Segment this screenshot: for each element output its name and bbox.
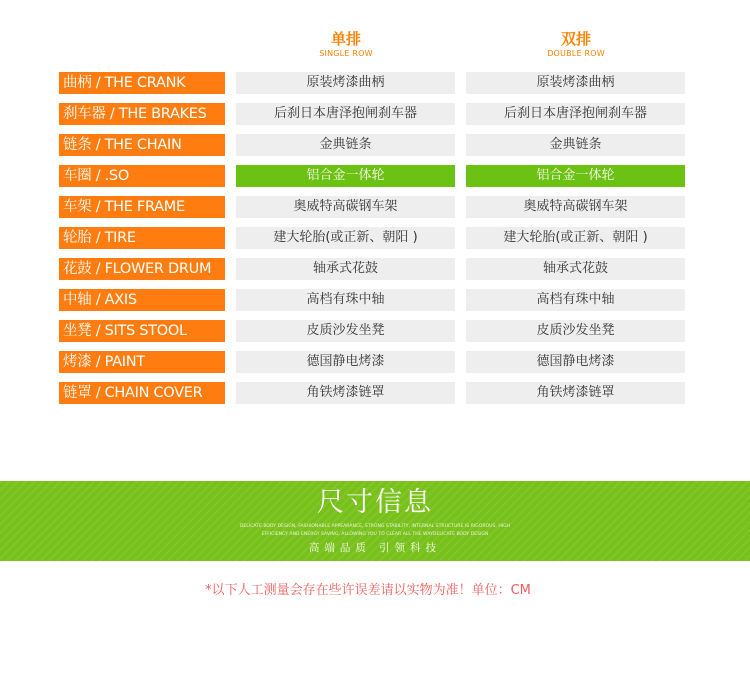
spec-label: 链罩 / CHAIN COVER xyxy=(59,382,225,404)
spec-value-single: 后刹日本唐泽抱闸刹车器 xyxy=(236,103,455,125)
column-header-double-en: DOUBLE ROW xyxy=(547,49,605,58)
banner-title: 尺寸信息 xyxy=(317,487,433,518)
spec-value-single-highlight: 铝合金一体轮 xyxy=(236,165,455,187)
spec-value-double: 角铁烤漆链罩 xyxy=(466,382,685,404)
banner-subtitle-line2: EFFICIENCY AND ENERGY SAVING, ALLOWING YOU TO CLEAR ALL THE WAYDELICATE BODY DESIGN xyxy=(261,532,489,537)
column-header-single-zh: 单排 xyxy=(330,30,361,48)
spec-value-single: 德国静电烤漆 xyxy=(236,351,455,373)
column-header-single-en: SINGLE ROW xyxy=(319,49,373,58)
spec-value-double: 原装烤漆曲柄 xyxy=(466,72,685,94)
banner-tagline: 高端品质 引领科技 xyxy=(308,542,442,554)
spec-value-double: 建大轮胎(或正新、朝阳 ) xyxy=(466,227,685,249)
spec-row-hub xyxy=(0,258,750,280)
banner-subtitle-line1: DELICATE BODY DESIGN, FASHIONABLE APPEARANCE, STRONG STABILITY, INTERNAL STRUCTURE IS RIGOROUS, HIGH xyxy=(239,524,511,529)
spec-value-double: 轴承式花鼓 xyxy=(466,258,685,280)
spec-label: 烤漆 / PAINT xyxy=(59,351,225,373)
spec-value-double: 奥威特高碳钢车架 xyxy=(466,196,685,218)
spec-row-paint xyxy=(0,351,750,373)
size-info-banner xyxy=(0,481,750,561)
spec-value-double: 德国静电烤漆 xyxy=(466,351,685,373)
column-header-double xyxy=(466,30,686,60)
spec-row-rim xyxy=(0,165,750,187)
spec-value-double-highlight: 铝合金一体轮 xyxy=(466,165,685,187)
spec-value-single: 角铁烤漆链罩 xyxy=(236,382,455,404)
spec-label: 曲柄 / THE CRANK xyxy=(59,72,225,94)
column-header-single xyxy=(236,30,456,60)
spec-label: 车圈 / .SO xyxy=(59,165,225,187)
spec-value-double: 皮质沙发坐凳 xyxy=(466,320,685,342)
spec-row-seat xyxy=(0,320,750,342)
spec-row-frame xyxy=(0,196,750,218)
spec-value-double: 后刹日本唐泽抱闸刹车器 xyxy=(466,103,685,125)
spec-row-chain-cover xyxy=(0,382,750,404)
spec-label: 链条 / THE CHAIN xyxy=(59,134,225,156)
spec-value-single: 奥威特高碳钢车架 xyxy=(236,196,455,218)
spec-label: 刹车器 / THE BRAKES xyxy=(59,103,225,125)
spec-label: 车架 / THE FRAME xyxy=(59,196,225,218)
spec-value-single: 金典链条 xyxy=(236,134,455,156)
spec-value-double: 高档有珠中轴 xyxy=(466,289,685,311)
spec-value-single: 高档有珠中轴 xyxy=(236,289,455,311)
spec-value-single: 轴承式花鼓 xyxy=(236,258,455,280)
spec-value-single: 建大轮胎(或正新、朝阳 ) xyxy=(236,227,455,249)
spec-row-crank xyxy=(0,72,750,94)
spec-row-brakes xyxy=(0,103,750,125)
spec-value-double: 金典链条 xyxy=(466,134,685,156)
spec-label: 中轴 / AXIS xyxy=(59,289,225,311)
measurement-footnote: *以下人工测量会存在些许误差请以实物为准！单位：CM xyxy=(205,583,531,598)
spec-label: 轮胎 / TIRE xyxy=(59,227,225,249)
spec-row-chain xyxy=(0,134,750,156)
spec-row-axis xyxy=(0,289,750,311)
column-header-double-zh: 双排 xyxy=(560,30,591,48)
spec-label: 坐凳 / SITS STOOL xyxy=(59,320,225,342)
spec-value-single: 原装烤漆曲柄 xyxy=(236,72,455,94)
spec-value-single: 皮质沙发坐凳 xyxy=(236,320,455,342)
spec-row-tire xyxy=(0,227,750,249)
spec-label: 花鼓 / FLOWER DRUM xyxy=(59,258,225,280)
